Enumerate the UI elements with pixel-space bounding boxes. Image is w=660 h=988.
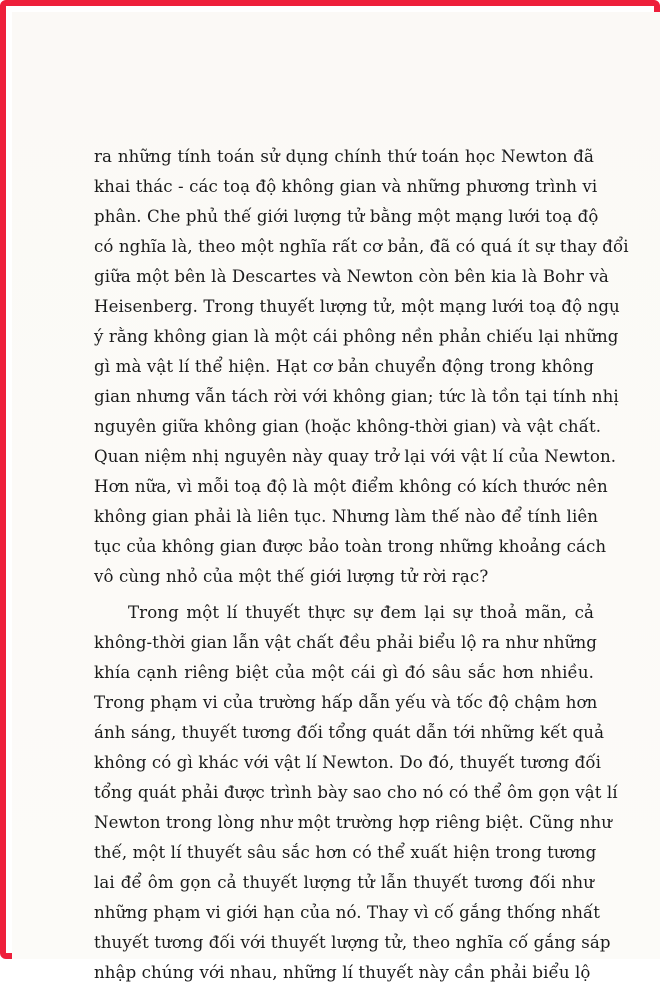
text-line: Newton trong lòng như một trường hợp riêng biệt. Cũng như	[94, 813, 612, 832]
text-line: không có gì khác với vật lí Newton. Do đó, thuyết tương đối	[94, 753, 601, 772]
book-page	[12, 12, 660, 982]
text-line: lai để ôm gọn cả thuyết lượng tử lẫn thuyết tương đối như	[94, 873, 594, 892]
text-line: tục của không gian được bảo toàn trong những khoảng cách	[94, 537, 607, 556]
text-line: Trong một lí thuyết thực sự đem lại sự thoả mãn, cả	[128, 603, 594, 622]
text-line: không gian phải là liên tục. Nhưng làm thế nào để tính liên	[94, 507, 599, 526]
text-line: gian nhưng vẫn tách rời với không gian; tức là tồn tại tính nhị	[94, 387, 619, 406]
body-text	[94, 142, 629, 988]
text-line: có nghĩa là, theo một nghĩa rất cơ bản, đã có quá ít sự thay đổi	[94, 237, 629, 256]
text-line: tổng quát phải được trình bày sao cho nó có thể ôm gọn vật lí	[94, 783, 618, 802]
text-line: ra những tính toán sử dụng chính thứ toán học Newton đã	[94, 147, 594, 166]
text-line: giữa một bên là Descartes và Newton còn bên kia là Bohr và	[94, 267, 609, 286]
text-line: Quan niệm nhị nguyên này quay trở lại với vật lí của Newton.	[94, 447, 617, 466]
text-line: vô cùng nhỏ của một thế giới lượng tử rời rạc?	[94, 567, 489, 586]
text-line: Trong phạm vi của trường hấp dẫn yếu và tốc độ chậm hơn	[94, 693, 598, 712]
text-line: gì mà vật lí thể hiện. Hạt cơ bản chuyển động trong không	[94, 357, 594, 376]
text-line: khía cạnh riêng biệt của một cái gì đó sâu sắc hơn nhiều.	[94, 663, 594, 682]
text-line: nhập chúng với nhau, những lí thuyết này cần phải biểu lộ	[94, 963, 591, 982]
text-line: thế, một lí thuyết sâu sắc hơn có thể xuất hiện trong tương	[94, 843, 597, 862]
paragraph	[94, 142, 629, 592]
text-line: ý rằng không gian là một cái phông nền phản chiếu lại những	[94, 327, 619, 346]
text-line: thuyết tương đối với thuyết lượng tử, theo nghĩa cố gắng sáp	[94, 933, 611, 952]
text-line: không-thời gian lẫn vật chất đều phải biểu lộ ra như những	[94, 633, 597, 652]
paragraph	[94, 598, 618, 988]
text-line: những phạm vi giới hạn của nó. Thay vì cố gắng thống nhất	[94, 903, 601, 922]
text-line: phân. Che phủ thế giới lượng tử bằng một mạng lưới toạ độ	[94, 207, 599, 226]
text-line: ánh sáng, thuyết tương đối tổng quát dẫn tới những kết quả	[94, 723, 605, 742]
text-line: nguyên giữa không gian (hoặc không-thời gian) và vật chất.	[94, 417, 602, 436]
text-line: Heisenberg. Trong thuyết lượng tử, một mạng lưới toạ độ ngụ	[94, 297, 620, 316]
text-line: khai thác - các toạ độ không gian và những phương trình vi	[94, 177, 598, 196]
text-line: Hơn nữa, vì mỗi toạ độ là một điểm không có kích thước nên	[94, 477, 608, 496]
